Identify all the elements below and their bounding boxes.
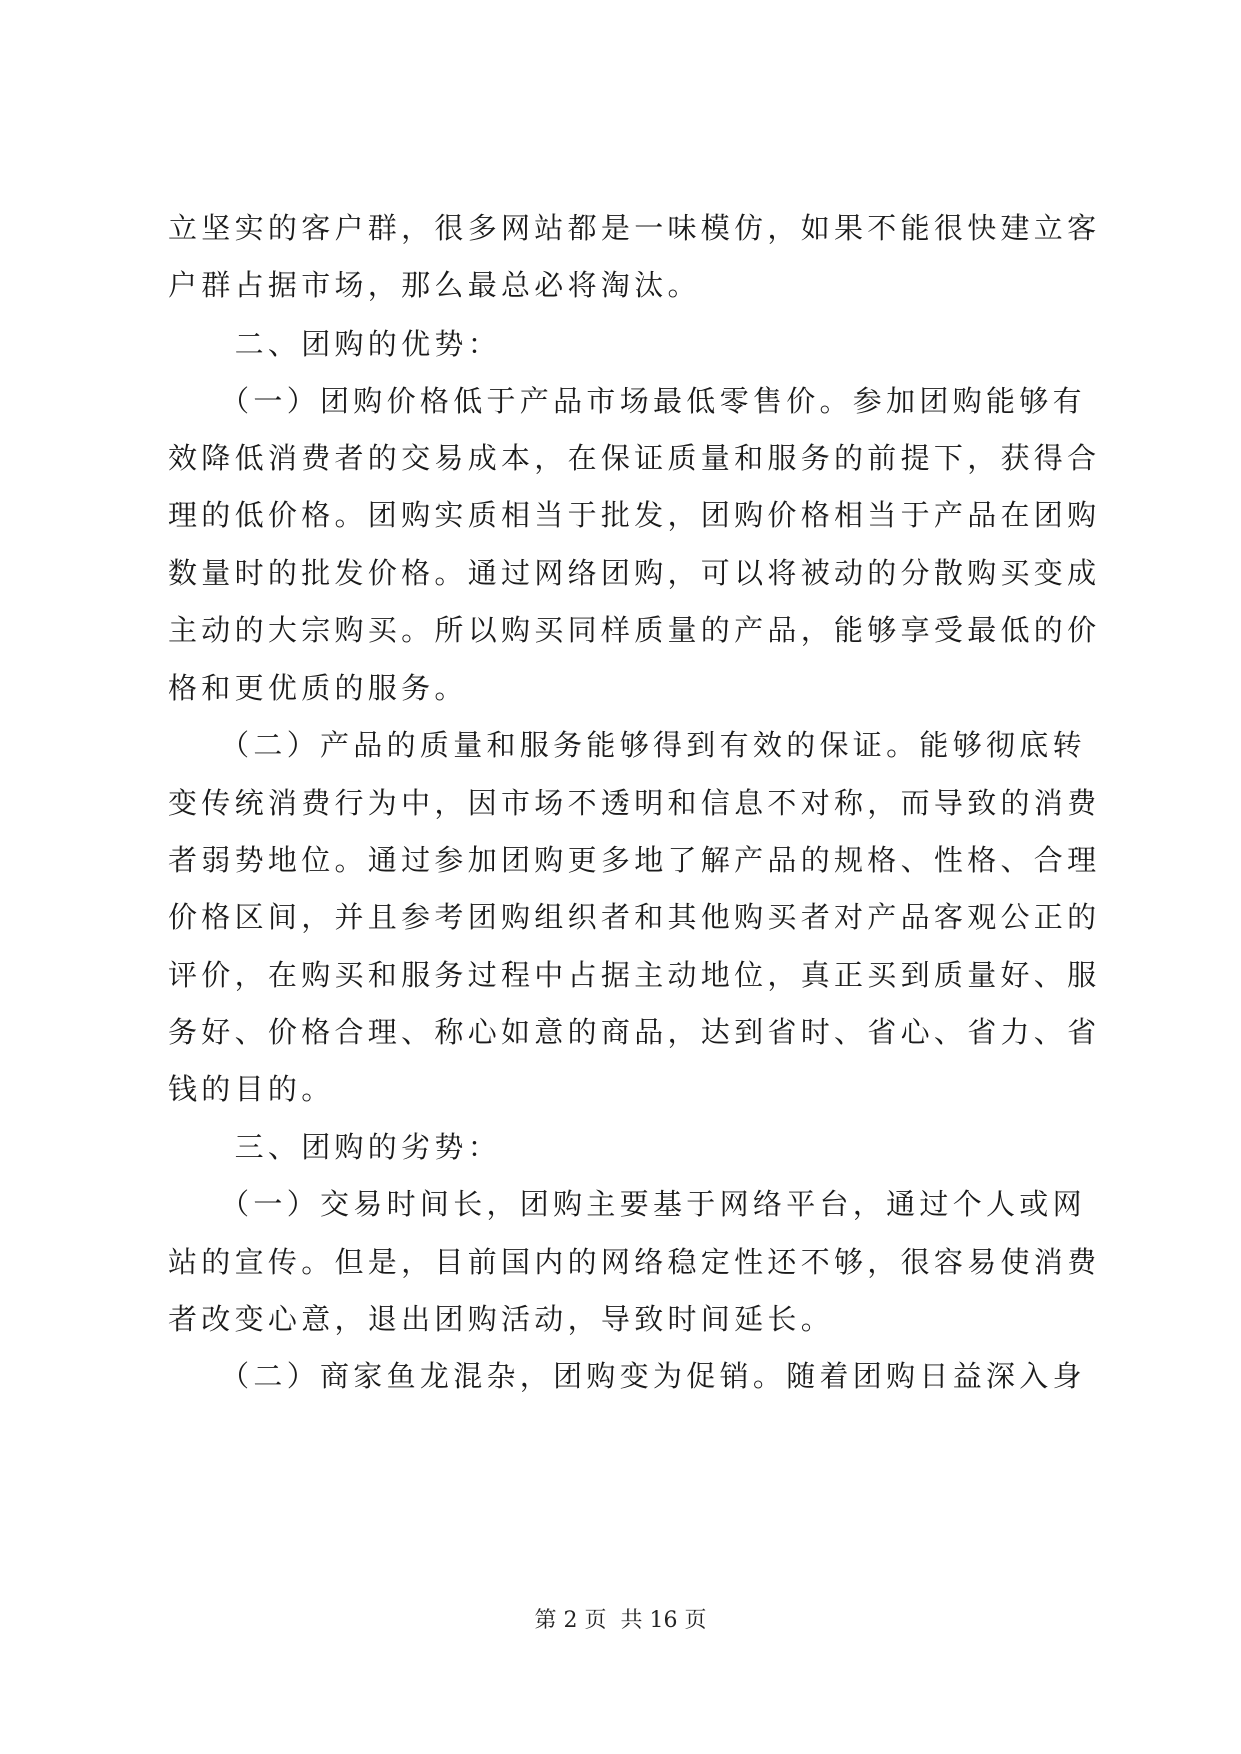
body-text-line: （一）交易时间长，团购主要基于网络平台，通过个人或网: [168, 1187, 1086, 1221]
page-number: 第 2 页 共 16 页: [534, 1608, 707, 1633]
section-heading: 二、团购的优势：: [168, 327, 502, 361]
body-text-line: （一）团购价格低于产品市场最低零售价。参加团购能够有: [168, 384, 1086, 418]
body-text-line: 站的宣传。但是，目前国内的网络稳定性还不够，很容易使消费: [168, 1245, 1101, 1279]
body-text-line: 者改变心意，退出团购活动，导致时间延长。: [168, 1302, 835, 1336]
body-text-line: 户群占据市场，那么最总必将淘汰。: [168, 268, 701, 302]
body-text-line: 格和更优质的服务。: [168, 671, 468, 705]
body-text-line: 评价，在购买和服务过程中占据主动地位，真正买到质量好、服: [168, 958, 1101, 992]
body-text-line: 者弱势地位。通过参加团购更多地了解产品的规格、性格、合理: [168, 843, 1101, 877]
body-text-line: 务好、价格合理、称心如意的商品，达到省时、省心、省力、省: [168, 1015, 1101, 1049]
body-text-line: 变传统消费行为中，因市场不透明和信息不对称，而导致的消费: [168, 786, 1101, 820]
body-text-line: （二）商家鱼龙混杂，团购变为促销。随着团购日益深入身: [168, 1359, 1086, 1393]
section-heading: 三、团购的劣势：: [168, 1130, 502, 1164]
body-text-line: 价格区间，并且参考团购组织者和其他购买者对产品客观公正的: [168, 900, 1101, 934]
body-text-line: 数量时的批发价格。通过网络团购，可以将被动的分散购买变成: [168, 556, 1101, 590]
body-text-line: （二）产品的质量和服务能够得到有效的保证。能够彻底转: [168, 728, 1086, 762]
body-text-line: 钱的目的。: [168, 1072, 335, 1106]
page-footer: [0, 1606, 1241, 1636]
body-text-line: 主动的大宗购买。所以购买同样质量的产品，能够享受最低的价: [168, 613, 1101, 647]
body-text-line: 效降低消费者的交易成本，在保证质量和服务的前提下，获得合: [168, 441, 1101, 475]
body-text-line: 理的低价格。团购实质相当于批发，团购价格相当于产品在团购: [168, 498, 1101, 532]
body-text-line: 立坚实的客户群，很多网站都是一味模仿，如果不能很快建立客: [168, 211, 1101, 245]
